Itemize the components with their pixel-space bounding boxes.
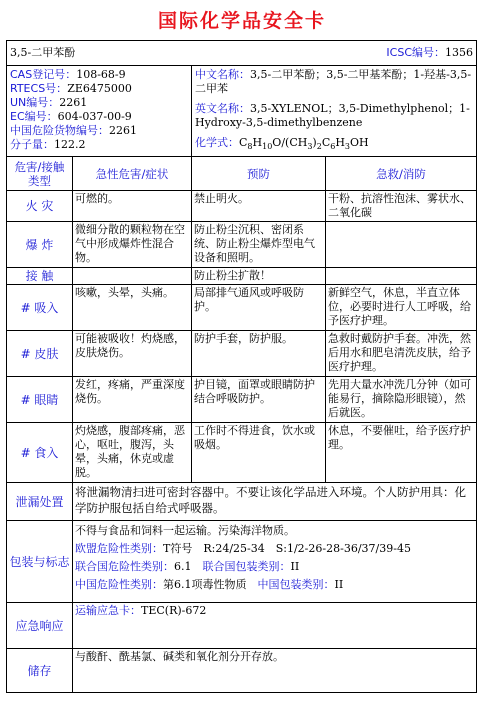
english-name: 英文名称：3,5-XYLENOL；3,5-Dimethylphenol；1-Hydroxy-3,5-dimethylbenzene (195, 102, 470, 129)
formula-subscript: 3 (344, 142, 351, 152)
header-first-aid: 急救/消防 (326, 157, 477, 191)
formula-subscript: 10 (262, 142, 273, 152)
formula-subscript: 6 (330, 142, 336, 152)
id-ec: EC编号：604-037-00-9 (10, 110, 132, 123)
card-title: 国际化学品安全卡 (157, 10, 326, 32)
name-row (7, 41, 477, 66)
hazard-row-explosion: 爆 炸 微细分散的颗粒物在空气中形成爆炸性混合物。 防止粉尘沉积、密闭系统、防止粉尘爆炸型电气设备和照明。 (7, 222, 477, 268)
formula-part: C (321, 136, 331, 149)
hazard-row-exposure: 接 触 防止粉尘扩散！ (7, 268, 477, 285)
id-cn-dangerous-goods: 中国危险货物编号：2261 (10, 124, 137, 137)
storage-text: 与酸酐、酰基氯、碱类和氧化剂分开存放。 (73, 649, 477, 693)
storage-label: 储存 (7, 649, 73, 693)
chinese-name: 中文名称：3,5-二甲苯酚；3,5-二甲基苯酚；1-羟基-3,5-二甲苯 (195, 68, 472, 95)
id-rtecs: RTECS号：ZE6475000 (10, 82, 132, 95)
header-prevention: 预防 (192, 157, 326, 191)
icsc-value: 1356 (445, 46, 473, 59)
packaging-eu: 欧盟危险性类别：T符号 R:24/25-34 S:1/2-26-28-36/37/39-45 (75, 542, 411, 556)
hazard-row-eyes: # 眼睛 发红，疼痛，严重深度烧伤。 护目镜，面罩或眼睛防护结合呼吸防护。 先用大量水冲洗几分钟（如可能易行，摘除隐形眼镜），然后就医。 (7, 377, 477, 423)
formula-part: H (335, 136, 345, 149)
id-cas: CAS登记号：108-68-9 (10, 68, 126, 81)
formula-part: H (252, 136, 263, 149)
formula-part: C (239, 136, 248, 149)
formula-subscript: 3 (307, 142, 313, 152)
chemical-name: 3,5-二甲苯酚 (10, 46, 76, 59)
chemical-formula: 化学式：$C_8H_{10}O/(CH_3)_2C_6H_3OH$ (195, 136, 369, 152)
emergency-label: 应急响应 (7, 603, 73, 649)
spill-label: 泄漏处置 (7, 483, 73, 521)
formula-subscript: 2 (316, 142, 322, 152)
hazard-row-skin: # 皮肤 可能被吸收！灼烧感，皮肤烧伤。 防护手套，防护服。 急救时戴防护手套。冲洗，然后用水和肥皂清洗皮肤，给予医疗护理。 (7, 331, 477, 377)
icsc-label: ICSC编号： (386, 46, 445, 59)
formula-part: OH (350, 136, 369, 149)
spill-row (7, 483, 477, 521)
storage-row (7, 649, 477, 693)
hazard-row-fire: 火 灾 可燃的。 禁止明火。 干粉、抗溶性泡沫、雾状水、二氧化碳 (7, 191, 477, 222)
hazard-header-row (7, 157, 477, 191)
hazard-row-ingestion: # 食入 灼烧感，腹部疼痛，恶心，呕吐，腹泻，头晕，头痛，休克或虚脱。 工作时不得进食，饮水或吸烟。 休息，不要催吐，给予医疗护理。 (7, 423, 477, 483)
formula-subscript: 8 (247, 142, 253, 152)
header-symptoms: 急性危害/症状 (73, 157, 192, 191)
packaging-line1: 不得与食品和饲料一起运输。污染海洋物质。 (75, 524, 295, 538)
emergency-text: 运输应急卡：TEC(R)-672 (73, 603, 477, 649)
formula-part: O/(CH (272, 136, 308, 149)
id-molecular-weight: 分子量：122.2 (10, 138, 86, 151)
id-un: UN编号：2261 (10, 96, 88, 109)
packaging-un: 联合国危险性类别：6.1 联合国包装类别：II (75, 560, 300, 574)
hazard-row-inhalation: # 吸入 咳嗽，头晕，头痛。 局部排气通风或呼吸防护。 新鲜空气，休息，半直立体位，必要时进行人工呼吸，给予医疗护理。 (7, 285, 477, 331)
header-type: 危害/接触类型 (7, 157, 73, 191)
spill-text: 将泄漏物清扫进可密封容器中。不要让该化学品进入环境。个人防护用具：化学防护服包括自给式呼吸器。 (73, 483, 477, 521)
formula-part: ) (312, 136, 317, 149)
packaging-label: 包装与标志 (7, 521, 73, 603)
packaging-row (7, 521, 477, 603)
safety-card-table (6, 40, 477, 693)
formula-text (239, 136, 369, 152)
identifiers-row (7, 66, 477, 157)
packaging-cn: 中国危险性类别：第6.1项毒性物质 中国包装类别：II (75, 578, 344, 592)
emergency-row (7, 603, 477, 649)
